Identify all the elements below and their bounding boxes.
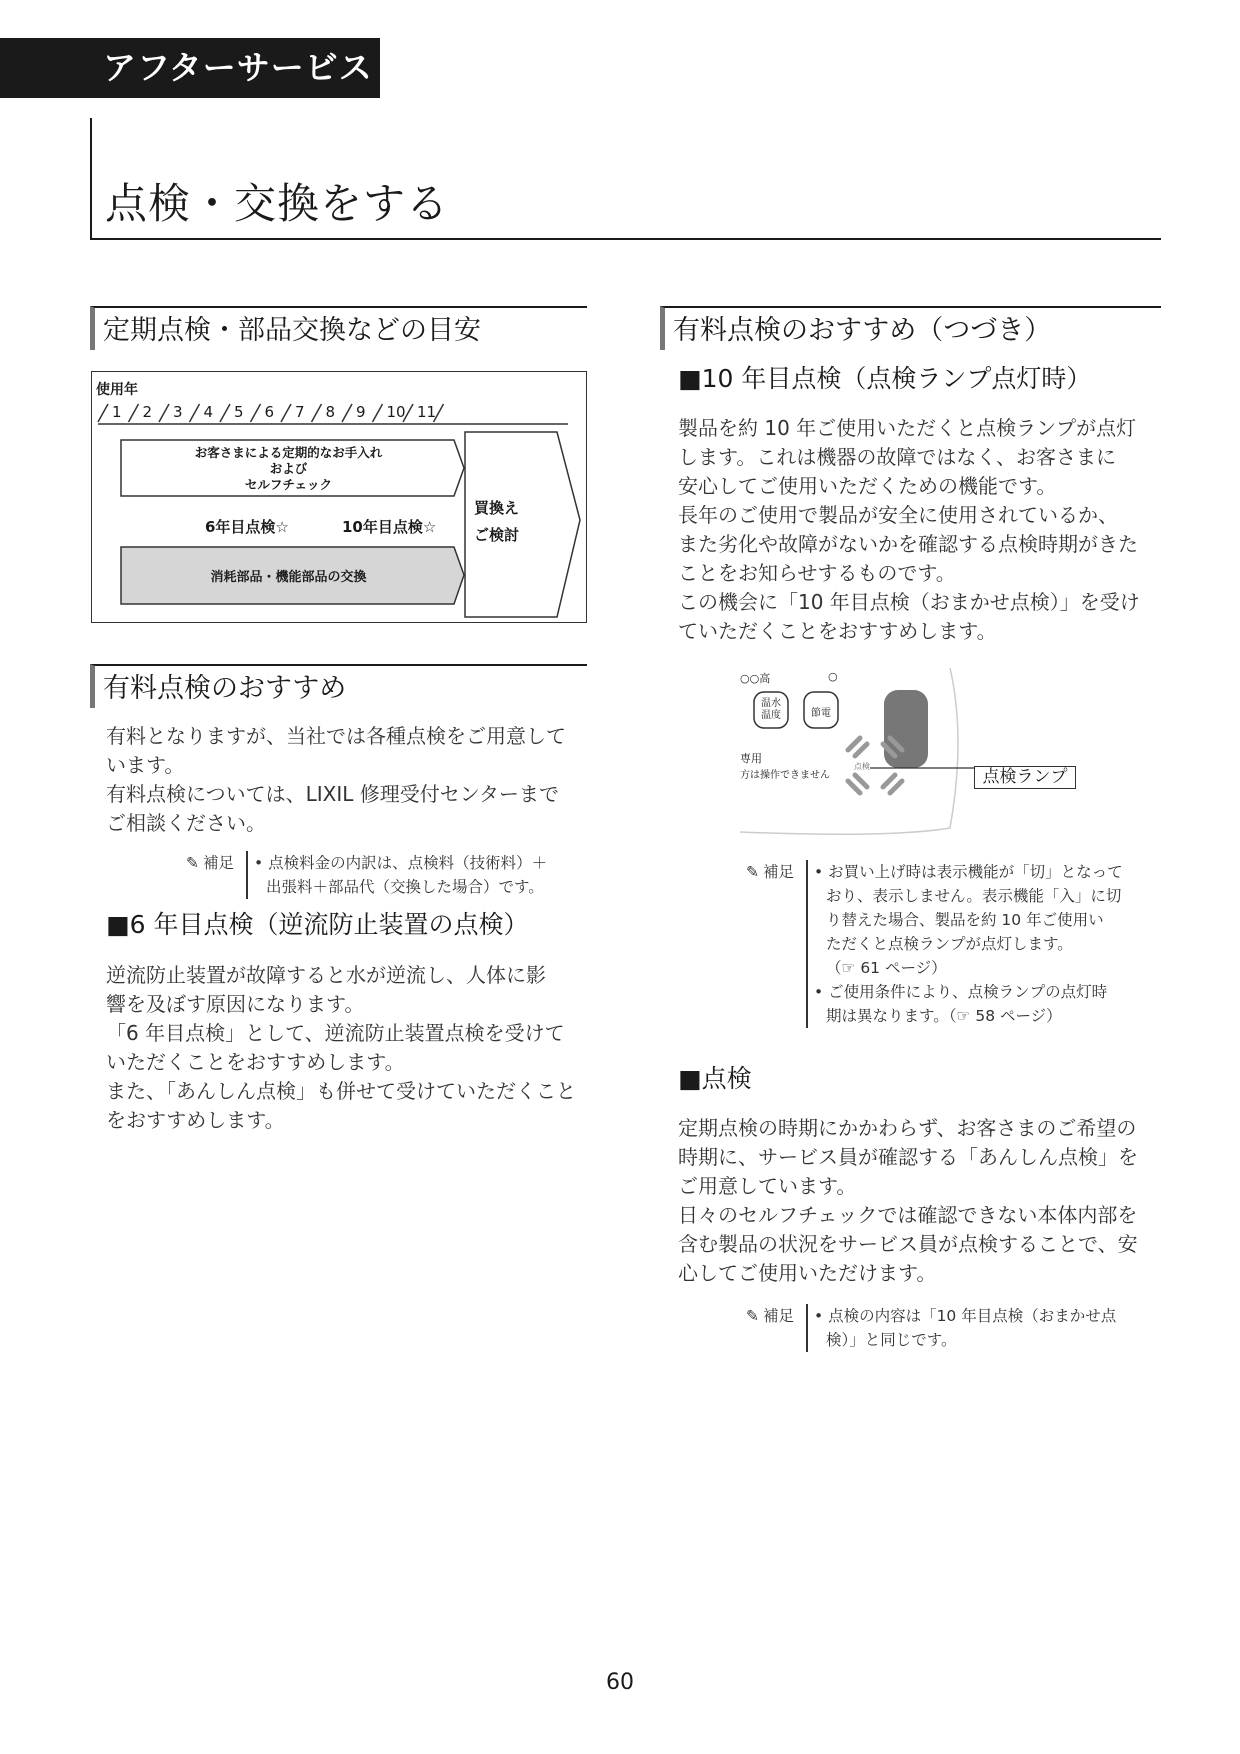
years-label: 使用年 [96, 382, 138, 398]
year-divider [220, 404, 230, 422]
indicator-dots: ○○高 [740, 672, 771, 685]
text-line: 製品を約 10 年ご使用いただくと点検ランプが点灯 [678, 416, 1137, 440]
6-year-text [106, 961, 596, 1135]
note-line: ただくと点検ランプが点灯します。 [826, 935, 1073, 953]
sub-heading-10-year: ■10 年目点検（点検ランプ点灯時） [678, 364, 1092, 393]
year-divider [281, 404, 291, 422]
note-label [746, 860, 806, 1028]
sub-heading-check: ■点検 [678, 1064, 752, 1093]
inspection-schedule-diagram [91, 371, 587, 623]
note-line: り替えた場合、製品を約 10 年ご使用い [826, 911, 1104, 929]
text-line: 響を及ぼす原因になります。 [106, 992, 365, 1016]
note-line: 期は異なります。（☞ 58 ページ） [826, 1007, 1062, 1025]
year-divider [373, 404, 383, 422]
note-line: • 点検料金の内訳は、点検料（技術料）＋ [254, 854, 548, 872]
text-line: 「6 年目点検」として、逆流防止装置点検を受けて [106, 1021, 565, 1045]
text-line: 長年のご使用で製品が安全に使用されているか、 [678, 503, 1118, 527]
section-heading-paid-check-cont: 有料点検のおすすめ（つづき） [660, 306, 1161, 350]
year-divider [98, 404, 108, 422]
sub-heading-6-year: ■6 年目点検（逆流防止装置の点検） [106, 910, 529, 939]
buy-line-2: ご検討 [474, 526, 520, 544]
btn-power-save: 節電 [811, 708, 831, 719]
btn-line: 温度 [761, 710, 781, 721]
control-panel-illustration [740, 668, 1070, 838]
year-label: 4 [203, 403, 214, 421]
section-heading-schedule: 定期点検・部品交換などの目安 [90, 306, 587, 350]
paid-check-text [106, 722, 596, 838]
btn-water-temp [754, 698, 788, 722]
note-label-text: 補足 [763, 863, 795, 881]
pencil-icon: ✎ [186, 854, 199, 872]
note-box-check [746, 1304, 1116, 1352]
text-line: 時期に、サービス員が確認する「あんしん点検」を [678, 1145, 1138, 1169]
year-label: 3 [173, 403, 183, 421]
year-label: 9 [356, 403, 366, 421]
page-title: 点検・交換をする [105, 179, 450, 228]
text-line: 有料となりますが、当社では各種点検をご用意して [106, 724, 566, 748]
note-body [806, 1304, 1116, 1352]
text-line: 定期点検の時期にかかわらず、お客さまのご希望の [678, 1116, 1137, 1140]
note-body [806, 860, 1123, 1028]
btn-line: 温水 [761, 698, 781, 709]
year-divider [159, 404, 169, 422]
care-line-1: お客さまによる定期的なお手入れ [194, 445, 383, 460]
year-divider [190, 404, 200, 422]
year-label: 2 [142, 403, 153, 421]
pencil-icon: ✎ [746, 1307, 759, 1325]
text-line: 有料点検については、LIXIL 修理受付センターまで [106, 782, 559, 806]
note-line: • お買い上げ時は表示機能が「切」となって [814, 863, 1123, 881]
page-number: 60 [606, 1670, 634, 1695]
care-line-3: セルフチェック [244, 477, 333, 492]
note-box-fees [186, 851, 547, 899]
note-line: 検）」と同じです。 [826, 1331, 957, 1349]
note-line: おり、表示しません。表示機能「入」に切 [826, 887, 1122, 905]
care-line-2: および [269, 461, 308, 476]
text-line: また、「あんしん点検」も併せて受けていただくこと [106, 1079, 576, 1103]
section-tab: アフターサービス [0, 38, 380, 98]
note-label-text: 補足 [763, 1307, 795, 1325]
section-heading-paid-check: 有料点検のおすすめ [90, 664, 587, 708]
note-label-text: 補足 [203, 854, 235, 872]
10-year-text [678, 414, 1163, 646]
text-line: 安心してご使用いただくための機能です。 [678, 474, 1057, 498]
note-line: • 点検の内容は「10 年目点検（おまかせ点 [814, 1307, 1117, 1325]
text-line: この機会に「10 年目点検（おまかせ点検）」を受け [678, 590, 1140, 614]
note-line: • ご使用条件により、点検ランプの点灯時 [814, 983, 1108, 1001]
text-line: 逆流防止装置が故障すると水が逆流し、人体に影 [106, 963, 546, 987]
year-label: 1 [112, 403, 122, 421]
check-10-year: 10年目点検☆ [342, 518, 437, 536]
buy-line-1: 買換え [474, 499, 520, 517]
check-text [678, 1114, 1163, 1288]
note-line: （☞ 61 ページ） [826, 959, 947, 977]
text-line: いただくことをおすすめします。 [106, 1050, 405, 1074]
text-line: います。 [106, 753, 185, 777]
lamp-label: 点検ランプ [974, 766, 1076, 789]
year-divider [342, 404, 352, 422]
year-label: 5 [234, 403, 244, 421]
year-label: 11 [417, 403, 437, 421]
text-line: します。これは機器の故障ではなく、お客さまに [678, 445, 1116, 469]
note-label [186, 851, 246, 899]
panel-text-2: 方は操作できません [740, 770, 830, 781]
year-divider [312, 404, 322, 422]
buy-label [474, 495, 519, 549]
text-line: ご相談ください。 [106, 811, 266, 835]
care-label [121, 445, 456, 493]
title-rule-vertical [90, 118, 92, 240]
note-box-lamp [746, 860, 1123, 1028]
text-line: ていただくことをおすすめします。 [678, 619, 997, 643]
panel-check-label: 点検 [854, 762, 870, 771]
year-label: 6 [264, 403, 275, 421]
indicator-dot: ○ [828, 670, 838, 683]
note-body [246, 851, 547, 899]
year-label: 7 [295, 403, 305, 421]
text-line: ご用意しています。 [678, 1174, 857, 1198]
text-line: 含む製品の状況をサービス員が点検することで、安 [678, 1232, 1138, 1256]
year-divider [129, 404, 139, 422]
year-divider [251, 404, 261, 422]
pencil-icon: ✎ [746, 863, 759, 881]
text-line: 心してご使用いただけます。 [678, 1261, 937, 1285]
panel-drawing [740, 668, 1070, 838]
note-line: 出張料＋部品代（交換した場合）です。 [266, 878, 544, 896]
year-label: 8 [325, 403, 336, 421]
replace-parts-label: 消耗部品・機能部品の交換 [210, 570, 367, 585]
text-line: また劣化や故障がないかを確認する点検時期がきた [678, 532, 1138, 556]
panel-text-1: 専用 [740, 752, 762, 765]
check-6-year: 6年目点検☆ [205, 518, 289, 536]
text-line: 日々のセルフチェックでは確認できない本体内部を [678, 1203, 1138, 1227]
note-label [746, 1304, 806, 1352]
year-label: 10 [386, 403, 406, 421]
text-line: ことをお知らせするものです。 [678, 561, 956, 585]
text-line: をおすすめします。 [106, 1108, 285, 1132]
title-rule-horizontal [90, 238, 1161, 240]
